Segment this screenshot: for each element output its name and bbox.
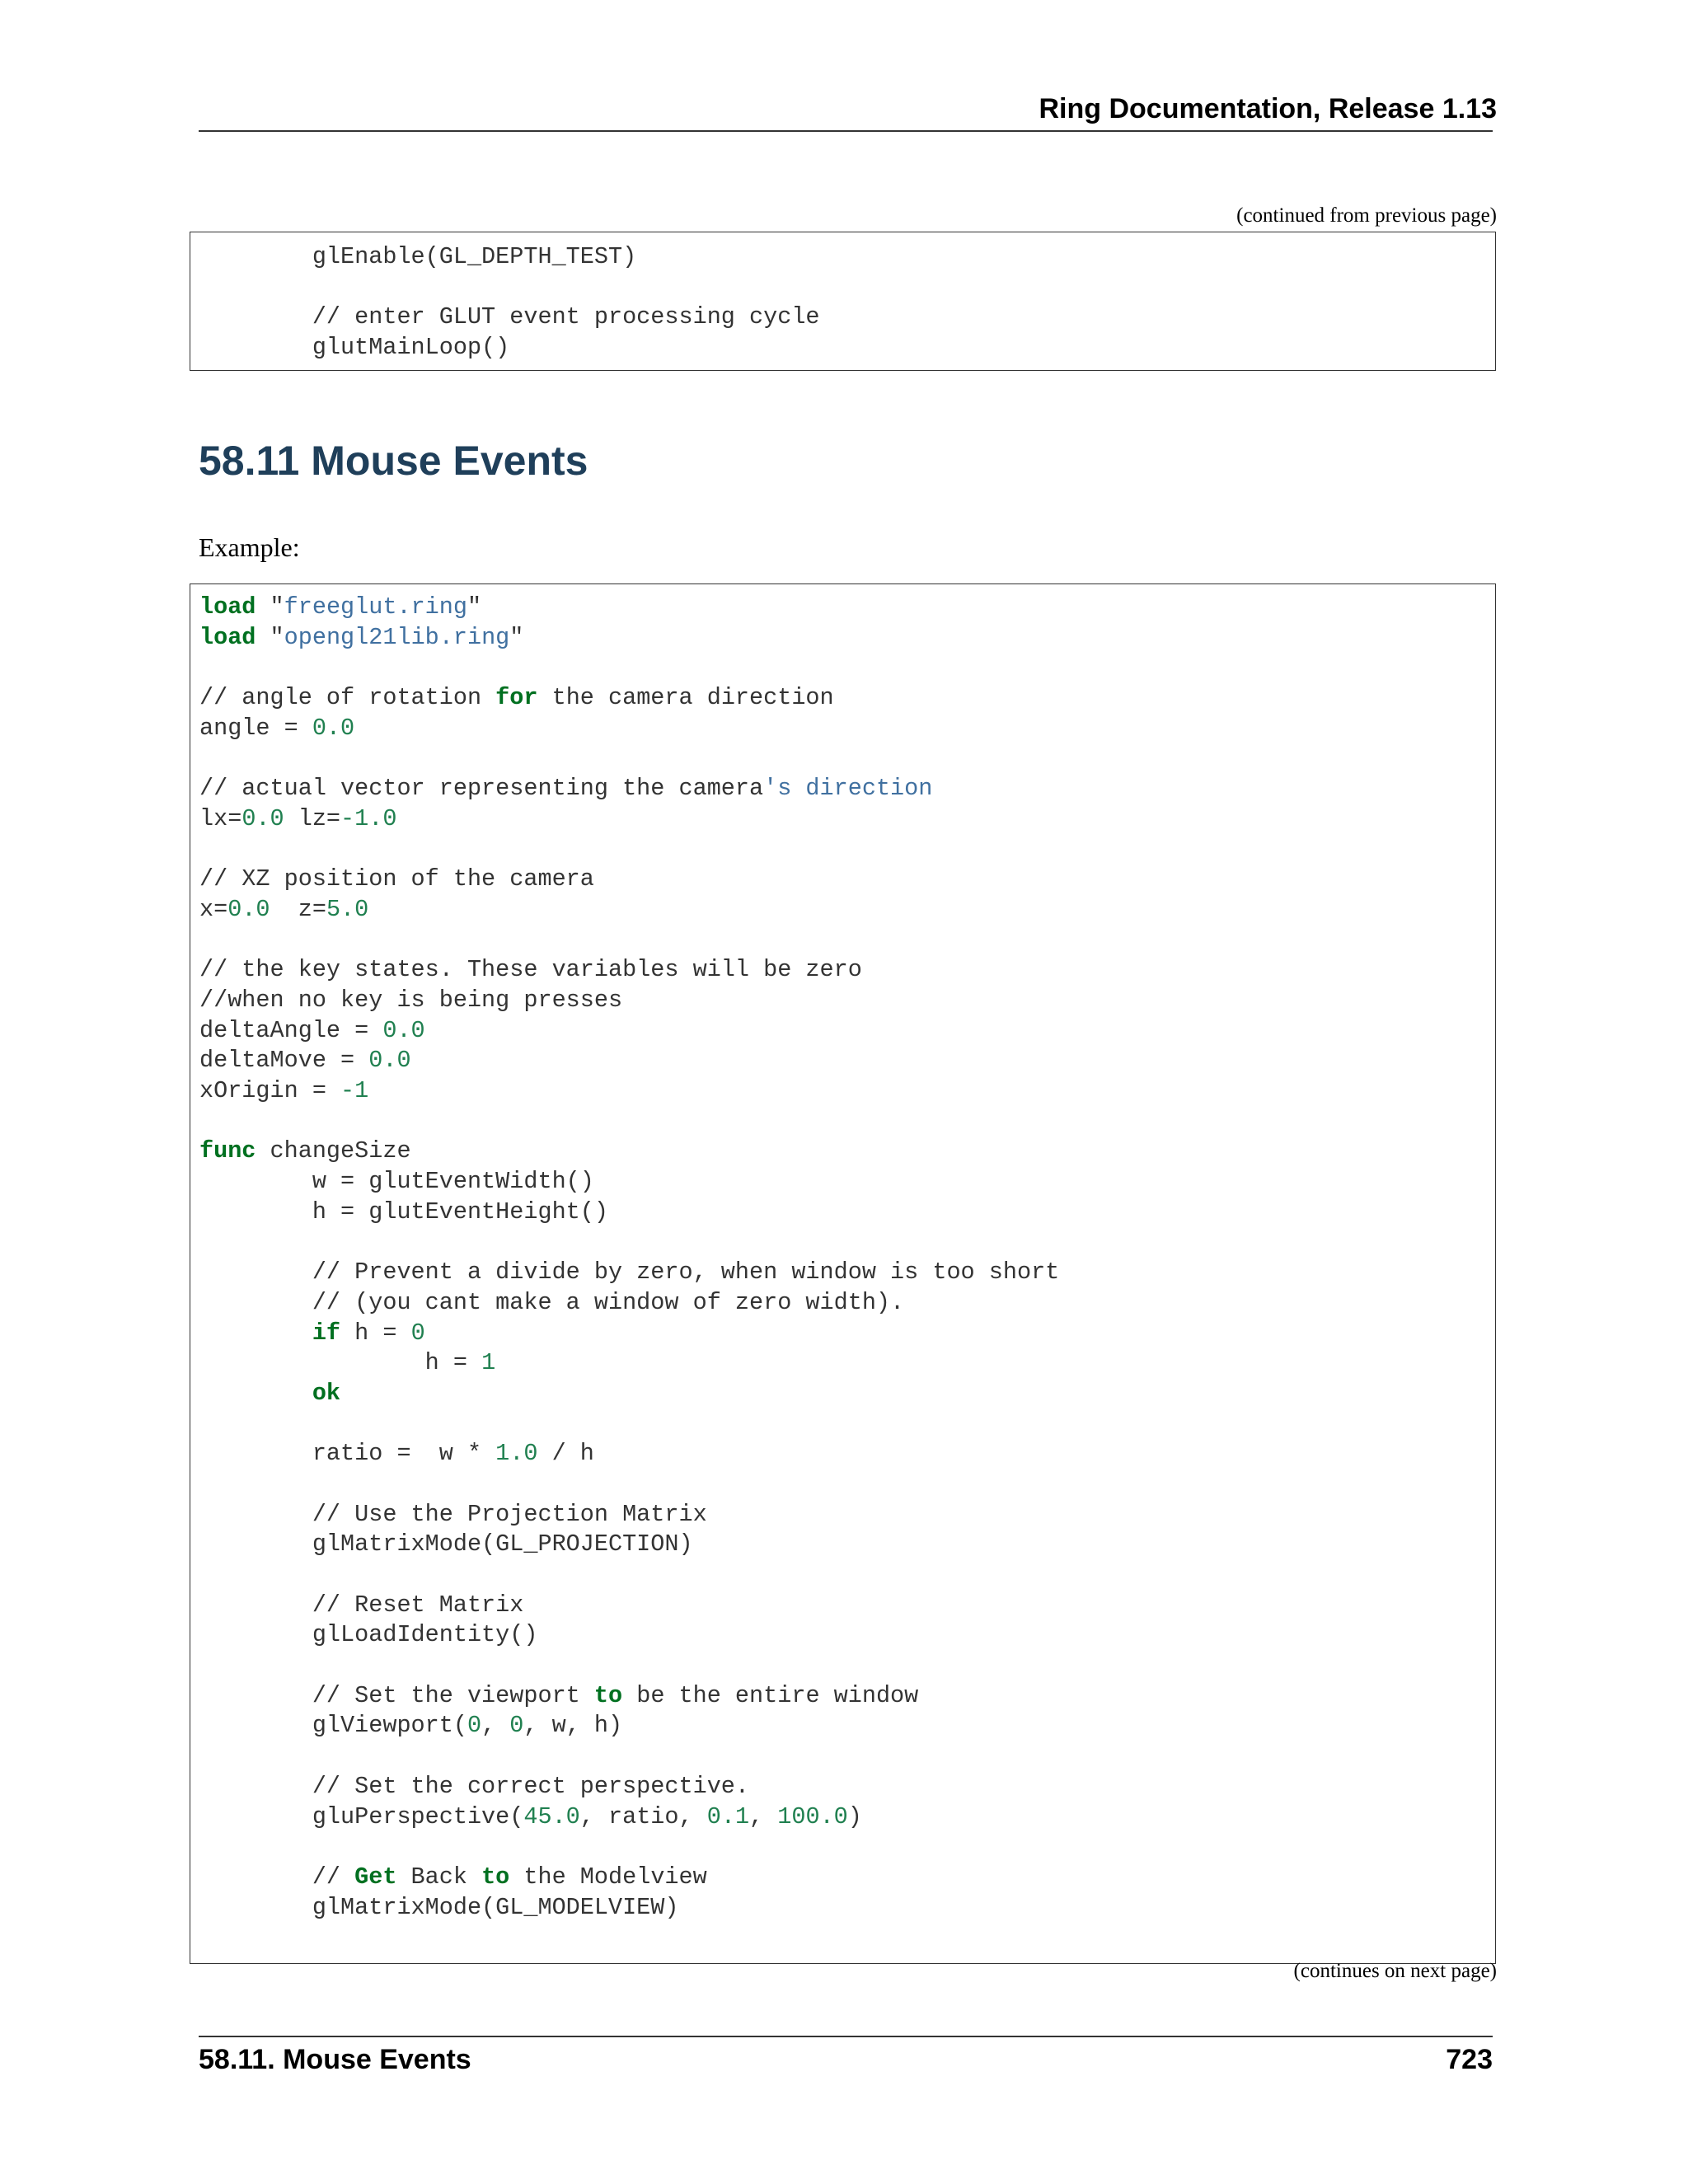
code-token: // Prevent a divide by zero, when window is too short — [199, 1258, 1060, 1286]
code-listing — [199, 593, 1059, 1923]
code-token: glViewport( — [199, 1712, 467, 1740]
code-token: Back — [396, 1863, 482, 1891]
code-token: 45.0 — [523, 1802, 580, 1830]
code-line — [199, 1681, 1059, 1712]
code-line — [199, 895, 1059, 926]
code-token: for — [495, 684, 538, 712]
code-token: 0.1 — [706, 1802, 750, 1830]
code-line — [199, 1560, 1059, 1591]
code-line — [199, 1409, 1059, 1440]
code-token: 0.0 — [312, 714, 355, 742]
code-line — [199, 1893, 1059, 1924]
code-line — [199, 955, 1059, 986]
code-token: h = — [199, 1349, 482, 1377]
code-token: gluPerspective( — [199, 1802, 524, 1830]
code-block-continued — [190, 232, 1496, 371]
code-token: w = glutEventWidth() — [199, 1168, 594, 1196]
code-line — [199, 1469, 1059, 1500]
code-line — [199, 1439, 1059, 1469]
code-line — [199, 1227, 1059, 1258]
code-listing — [199, 242, 820, 363]
code-line — [199, 302, 820, 333]
document-title: Ring Documentation, Release 1.13 — [1039, 93, 1497, 124]
code-line — [199, 333, 820, 363]
code-line — [199, 804, 1059, 835]
code-line — [199, 1107, 1059, 1137]
code-token: 5.0 — [326, 895, 369, 923]
code-token: glEnable(GL_DEPTH_TEST) — [199, 243, 637, 270]
code-token: -1.0 — [340, 804, 397, 832]
code-token: changeSize — [256, 1137, 411, 1165]
code-token: // actual vector representing the camera — [199, 775, 764, 803]
code-block-example — [190, 583, 1496, 1964]
code-token: // angle of rotation — [199, 684, 496, 712]
code-token: the camera direction — [537, 684, 834, 712]
code-line — [199, 273, 820, 303]
code-token: lz= — [284, 804, 341, 832]
code-token: if — [312, 1319, 341, 1347]
code-line — [199, 1741, 1059, 1772]
footer-divider — [199, 2036, 1493, 2037]
code-token: func — [199, 1137, 256, 1165]
code-line — [199, 593, 1059, 623]
code-token: , — [481, 1712, 510, 1740]
code-line — [199, 1500, 1059, 1530]
code-line — [199, 1530, 1059, 1560]
example-label: Example: — [199, 532, 300, 562]
code-token: opengl21lib.ring — [284, 623, 510, 651]
code-token: 0.0 — [227, 895, 270, 923]
header-divider — [199, 130, 1493, 132]
code-token: / h — [537, 1440, 594, 1468]
code-token: 0 — [467, 1712, 482, 1740]
code-token: freeglut.ring — [284, 593, 467, 621]
code-line — [199, 774, 1059, 804]
code-line — [199, 1167, 1059, 1197]
code-line — [199, 1863, 1059, 1893]
code-token: to — [593, 1681, 623, 1709]
code-token: to — [481, 1863, 510, 1891]
code-line — [199, 743, 1059, 774]
code-token: // Set the correct perspective. — [199, 1772, 750, 1800]
code-line — [199, 1288, 1059, 1319]
code-token: xOrigin = — [199, 1077, 341, 1104]
code-token: glMatrixMode(GL_PROJECTION) — [199, 1530, 693, 1558]
continues-on-note: (continues on next page) — [1293, 1960, 1497, 1982]
code-token: , w, h) — [523, 1712, 623, 1740]
code-line — [199, 1379, 1059, 1409]
code-token: load — [199, 623, 256, 651]
code-token: ratio = w * — [199, 1440, 496, 1468]
code-token: the Modelview — [509, 1863, 707, 1891]
code-line — [199, 1319, 1059, 1349]
footer-section-title: 58.11. Mouse Events — [199, 2044, 471, 2075]
code-token: z= — [270, 895, 326, 923]
code-token: // XZ position of the camera — [199, 865, 594, 893]
code-token: deltaAngle = — [199, 1016, 383, 1044]
code-line — [199, 1772, 1059, 1802]
code-token: ) — [847, 1802, 862, 1830]
code-token: , ratio, — [579, 1802, 707, 1830]
code-line — [199, 1348, 1059, 1379]
code-token: h = — [340, 1319, 411, 1347]
code-line — [199, 1137, 1059, 1167]
code-token: // (you cant make a window of zero width). — [199, 1288, 905, 1316]
code-line — [199, 1076, 1059, 1107]
code-token: // enter GLUT event processing cycle — [199, 303, 820, 331]
code-token: angle = — [199, 714, 312, 742]
code-line — [199, 1832, 1059, 1863]
code-token: " — [467, 593, 482, 621]
code-line — [199, 926, 1059, 956]
code-line — [199, 1258, 1059, 1288]
continued-from-note: (continued from previous page) — [1236, 204, 1497, 227]
code-token: glutMainLoop() — [199, 334, 510, 362]
code-token: glLoadIdentity() — [199, 1621, 538, 1649]
code-token: deltaMove = — [199, 1047, 369, 1075]
code-token: ok — [312, 1379, 341, 1407]
code-token: 0.0 — [368, 1047, 411, 1075]
code-token: , — [749, 1802, 778, 1830]
code-token: 0.0 — [382, 1016, 425, 1044]
code-token — [199, 1380, 312, 1407]
code-token: 100.0 — [777, 1802, 848, 1830]
code-line — [199, 683, 1059, 714]
code-token: //when no key is being presses — [199, 986, 623, 1014]
code-token: load — [199, 593, 256, 621]
code-token: // Set the viewport — [199, 1681, 594, 1709]
page-number: 723 — [1446, 2044, 1493, 2075]
code-token — [199, 1319, 312, 1347]
code-token: // Reset Matrix — [199, 1591, 524, 1619]
code-token: 0.0 — [241, 804, 284, 832]
code-line — [199, 1711, 1059, 1741]
code-token: " — [509, 623, 524, 651]
code-line — [199, 714, 1059, 744]
code-token: 0 — [509, 1712, 524, 1740]
code-token: 1.0 — [495, 1440, 538, 1468]
code-line — [199, 1016, 1059, 1047]
code-line — [199, 1802, 1059, 1833]
code-line — [199, 1046, 1059, 1076]
code-line — [199, 986, 1059, 1016]
section-heading: 58.11 Mouse Events — [199, 438, 588, 484]
code-token: // the key states. These variables will be zero — [199, 956, 862, 984]
code-line — [199, 835, 1059, 865]
code-token: h = glutEventHeight() — [199, 1197, 608, 1226]
code-token: 's direction — [763, 775, 933, 803]
code-token: 1 — [481, 1349, 496, 1377]
code-token: be the entire window — [622, 1681, 919, 1709]
code-token: // Use the Projection Matrix — [199, 1500, 707, 1528]
code-token: 0 — [410, 1319, 425, 1347]
code-line — [199, 242, 820, 273]
code-token: glMatrixMode(GL_MODELVIEW) — [199, 1893, 679, 1921]
code-token: -1 — [340, 1077, 369, 1104]
code-token: Get — [354, 1863, 397, 1891]
code-line — [199, 865, 1059, 895]
code-token: x= — [199, 895, 228, 923]
code-line — [199, 653, 1059, 683]
code-line — [199, 1197, 1059, 1228]
code-token: " — [256, 593, 284, 621]
code-token: lx= — [199, 804, 242, 832]
code-token: " — [256, 623, 284, 651]
code-line — [199, 1591, 1059, 1621]
code-line — [199, 623, 1059, 654]
code-line — [199, 1620, 1059, 1651]
code-token: // — [199, 1863, 355, 1891]
code-line — [199, 1651, 1059, 1681]
